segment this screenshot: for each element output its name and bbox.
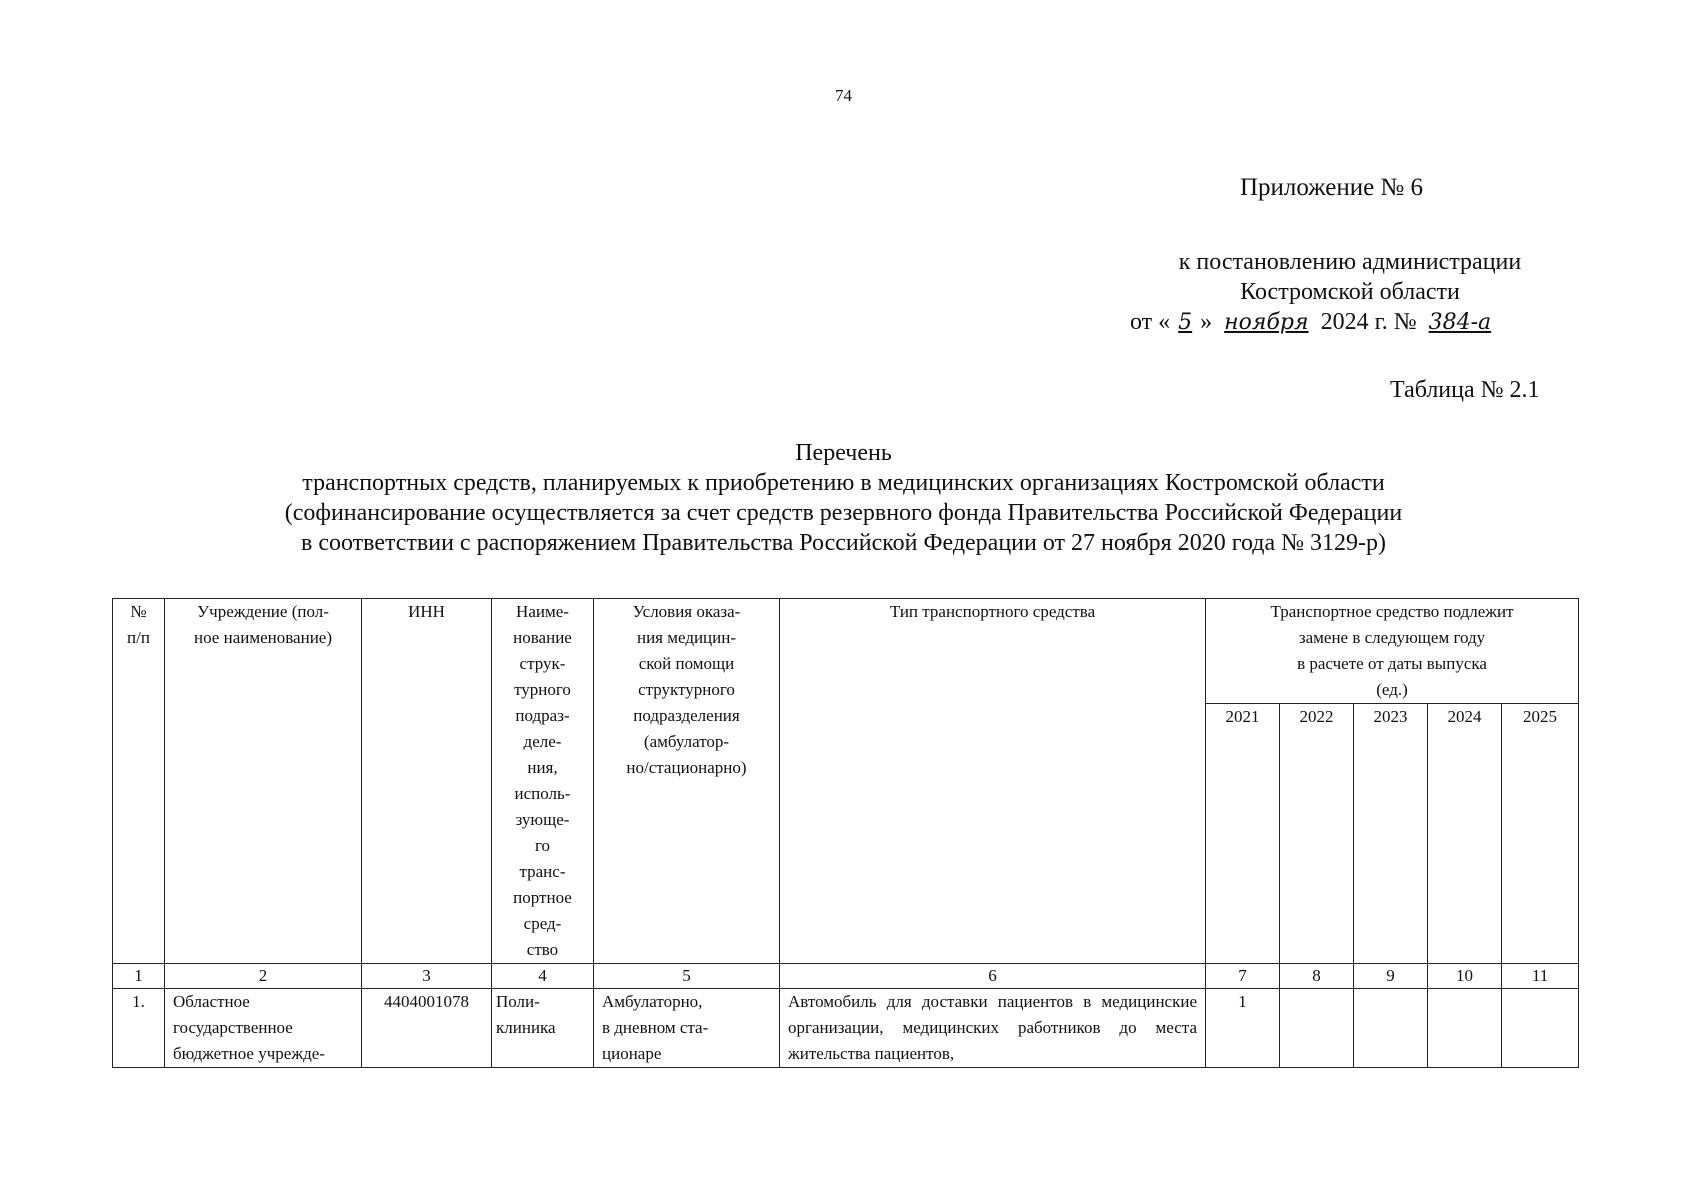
header-year-2022: 2022 xyxy=(1280,704,1354,964)
column-number: 1 xyxy=(113,964,165,989)
heading-line-2: транспортных средств, планируемых к приобретению в медицинских организациях Костромской области xyxy=(302,470,1385,496)
heading-line-4: в соответствии с распоряжением Правительства Российской Федерации от 27 ноября 2020 года № 3129-р) xyxy=(300,530,1387,556)
row-conditions: Амбулаторно, в дневном ста- ционаре xyxy=(594,989,780,1068)
appendix-title: Приложение № 6 xyxy=(1240,174,1424,201)
header-year-2021: 2021 xyxy=(1206,704,1280,964)
column-number: 6 xyxy=(780,964,1206,989)
header-vehicle-type: Тип транспортного средства xyxy=(780,599,1206,964)
heading-line-3: (софинансирование осуществляется за счет средств резервного фонда Правительства Российской Федерации xyxy=(284,500,1403,526)
row-num: 1. xyxy=(113,989,165,1068)
column-number-row xyxy=(113,964,1579,989)
header-inn: ИНН xyxy=(362,599,492,964)
table-row xyxy=(113,989,1579,1068)
heading-title: Перечень xyxy=(795,440,892,466)
column-number: 3 xyxy=(362,964,492,989)
column-number: 11 xyxy=(1502,964,1579,989)
row-institution: Областное государственное бюджетное учрежде- xyxy=(165,989,362,1068)
column-number: 7 xyxy=(1206,964,1280,989)
row-year-2025 xyxy=(1502,989,1579,1068)
header-unit: Наиме- нование струк- турного подраз- деле- ния, исполь- зующе- го транс- портное сред- ство xyxy=(492,599,594,964)
date-prefix: от « xyxy=(1130,309,1171,335)
row-year-2021: 1 xyxy=(1206,989,1280,1068)
header-year-2024: 2024 xyxy=(1428,704,1502,964)
handwritten-day: 5 xyxy=(1178,310,1193,335)
appendix-reference-line-2: Костромской области xyxy=(1240,279,1460,305)
column-number: 9 xyxy=(1354,964,1428,989)
header-year-2023: 2023 xyxy=(1354,704,1428,964)
row-inn: 4404001078 xyxy=(362,989,492,1068)
header-replacement: Транспортное средство подлежит замене в следующем году в расчете от даты выпуска (ед.) xyxy=(1206,599,1579,704)
row-vehicle-type: Автомобиль для доставки пациентов в медицинские организации, медицинских работников до места жительства пациентов, xyxy=(780,989,1206,1068)
header-num: № п/п xyxy=(113,599,165,964)
column-number: 10 xyxy=(1428,964,1502,989)
date-quote: » xyxy=(1200,309,1213,335)
appendix-reference-line-1: к постановлению администрации xyxy=(1178,249,1522,275)
decree-date-line xyxy=(1130,309,1497,336)
header-institution: Учреждение (пол- ное наименование) xyxy=(165,599,362,964)
header-conditions: Условия оказа- ния медицин- ской помощи структурного подразделения (амбулатор- но/стационарно) xyxy=(594,599,780,964)
row-year-2024 xyxy=(1428,989,1502,1068)
table-label: Таблица № 2.1 xyxy=(1390,377,1540,403)
header-year-2025: 2025 xyxy=(1502,704,1579,964)
handwritten-month: ноября xyxy=(1224,310,1309,335)
header-row xyxy=(113,599,1579,704)
row-year-2022 xyxy=(1280,989,1354,1068)
handwritten-number: 384-а xyxy=(1428,310,1492,335)
page-number: 74 xyxy=(835,86,852,105)
document-heading xyxy=(0,438,1687,558)
column-number: 5 xyxy=(594,964,780,989)
column-number: 8 xyxy=(1280,964,1354,989)
date-year: 2024 г. № xyxy=(1320,309,1417,335)
vehicles-table xyxy=(112,598,1579,1068)
column-number: 4 xyxy=(492,964,594,989)
appendix-reference xyxy=(1140,247,1560,307)
row-unit: Поли- клиника xyxy=(492,989,594,1068)
column-number: 2 xyxy=(165,964,362,989)
row-year-2023 xyxy=(1354,989,1428,1068)
